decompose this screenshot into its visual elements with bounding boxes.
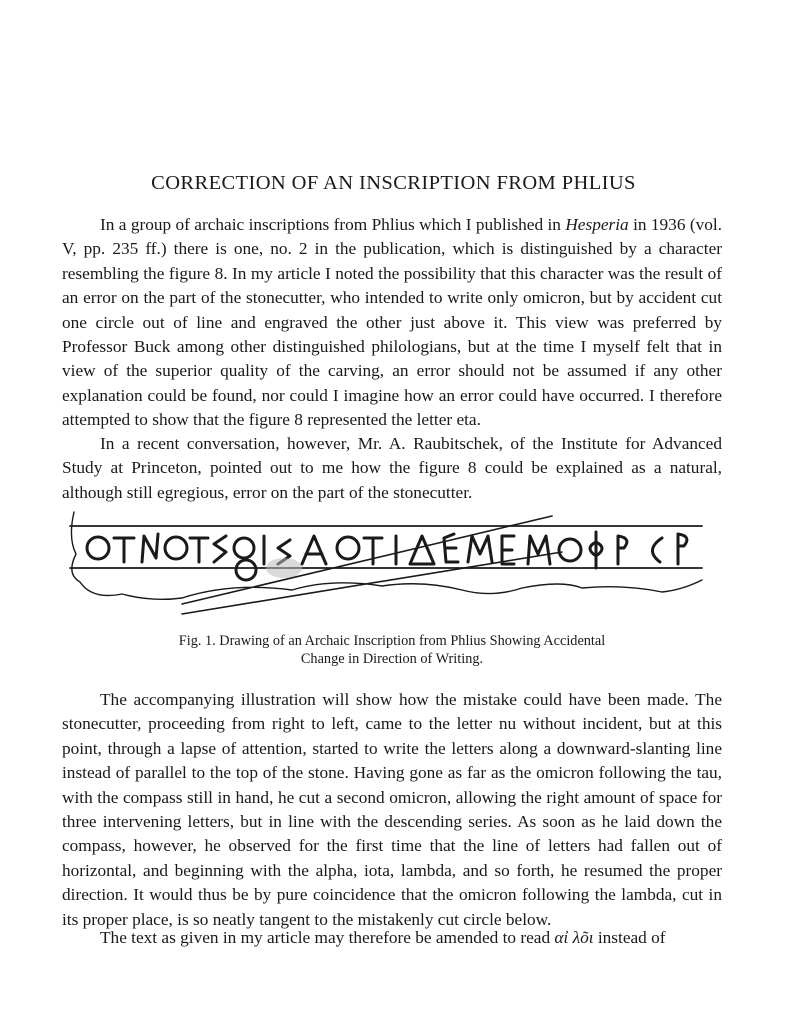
tau-letter [114, 538, 134, 562]
omicron-letter [337, 537, 359, 559]
omicron-partial-letter [652, 538, 662, 562]
greek-phrase: αἰ λõι [554, 928, 594, 947]
omicron-letter [87, 537, 109, 559]
tau-letter [190, 538, 208, 562]
alpha-letter [302, 536, 326, 564]
stone-left-edge [71, 512, 182, 599]
rho-letter [618, 536, 627, 564]
figure-caption-line-1: Fig. 1. Drawing of an Archaic Inscription from Phlius Showing Accidental [178, 633, 606, 649]
phi-letter [590, 532, 602, 568]
figure-caption [62, 632, 722, 668]
paragraph-4-text-a: The text as given in my article may therefore be amended to read [100, 928, 555, 947]
inscription-figure [62, 508, 722, 628]
paragraph-4-text-c: instead of [593, 928, 666, 947]
journal-title-hesperia: Hesperia [565, 215, 629, 234]
paragraph-1-text-c: in 1936 (vol. V, pp. 235 ff.) there is one, no. 2 in the publication, which is distinguished by a character resembling the figure 8. In my article I noted the possibility that this character was the result of an error on the part of the stonecutter, who intended to write only omicron, but by accident cut one circle out of line and engraved the other just above it. This view was preferred by Professor Buck among other distinguished philologians, but at the time I myself felt that in view of the superior quality of the carving, an error should not be assumed if any other explanation could be found, nor could I imagine how an error could have occurred. I therefore attempted to show that the figure 8 represented the letter eta. [62, 215, 722, 430]
mu-letter [528, 536, 550, 564]
omicron-letter [165, 537, 187, 559]
paragraph-3: The accompanying illustration will show how the mistake could have been made. The stonecutter, proceeding from right to left, came to the letter nu without incident, but at this point, through a lapse of attention, started to write the letters along a downward-slanting line instead of parallel to the top of the stone. Having gone as far as the omicron following the tau, with the compass still in hand, he cut a second omicron, allowing the right amount of space for three intervening letters, but in line with the descending series. As soon as he laid down the compass, however, he observed for the first time that the line of letters had fallen out of horizontal, and beginning with the alpha, iota, lambda, and so forth, he resumed the proper direction. It would thus be by pure coincidence that the omicron following the lambda, cut in its proper place, is so neatly tangent to the mistakenly cut circle below. [62, 690, 722, 929]
sigma-letter [214, 536, 226, 562]
page-title: CORRECTION OF AN INSCRIPTION FROM PHLIUS [151, 172, 636, 194]
paragraph-4 [62, 926, 722, 952]
slanting-guide-line-upper [182, 516, 552, 604]
omicron-letter [559, 539, 581, 561]
nu-letter [142, 534, 158, 562]
paragraph-1 [62, 213, 722, 433]
misplaced-omicron-lower [236, 560, 256, 580]
inscription-drawing [62, 508, 722, 628]
damaged-area [266, 558, 302, 578]
misplaced-omicron [234, 538, 254, 558]
figure-caption-line-2: Change in Direction of Writing. [300, 651, 484, 667]
rho-letter [678, 534, 687, 564]
paragraph-1-text-a: In a group of archaic inscriptions from Phlius which I published in [100, 215, 566, 234]
lambda-letter [410, 536, 434, 564]
stone-bottom-edge [182, 580, 702, 598]
paragraph-2: In a recent conversation, however, Mr. A. Raubitschek, of the Institute for Advanced Study at Princeton, pointed out to me how the figure 8 could be explained as a natural, although still egregious, error on the part of the stonecutter. [62, 434, 722, 502]
mu-letter [468, 536, 492, 562]
